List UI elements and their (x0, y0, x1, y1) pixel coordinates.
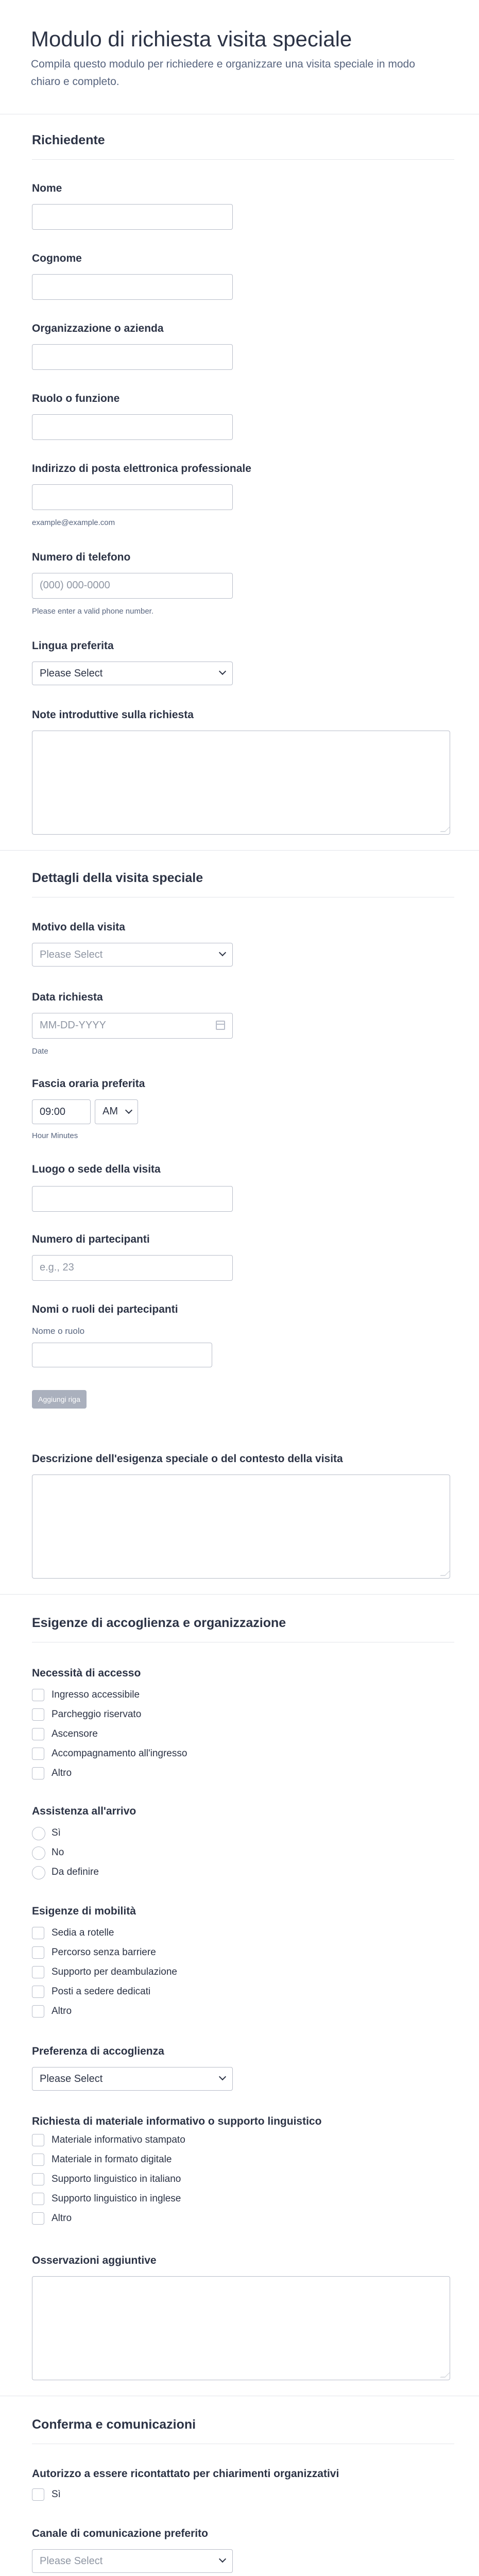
option-label: Altro (52, 2006, 72, 2016)
last-name-input[interactable] (32, 274, 233, 300)
phone-input[interactable] (32, 573, 233, 599)
visit-date-input[interactable] (32, 1013, 233, 1039)
form-title: Modulo di richiesta visita speciale (31, 27, 352, 51)
option-label: Altro (52, 1768, 72, 1778)
resize-grip-icon[interactable] (440, 1571, 450, 1576)
ampm-select[interactable] (95, 1099, 138, 1124)
section-divider (0, 1594, 479, 1595)
checkbox[interactable] (32, 2488, 44, 2501)
email-sublabel: example@example.com (32, 518, 115, 527)
organization-label: Organizzazione o azienda (32, 323, 164, 334)
welcome-pref-select[interactable] (32, 2067, 233, 2091)
option-label: Materiale in formato digitale (52, 2154, 172, 2165)
description-textarea[interactable] (32, 1475, 450, 1579)
time-value: 09:00 (40, 1106, 66, 1117)
add-row-button[interactable]: Aggiungi riga (32, 1390, 87, 1409)
option-label: Sì (52, 2489, 61, 2500)
checkbox[interactable] (32, 2005, 44, 2018)
extra-notes-label: Osservazioni aggiuntive (32, 2255, 157, 2266)
participants-names-label: Nomi o ruoli dei partecipanti (32, 1303, 178, 1315)
time-sublabel: Hour Minutes (32, 1131, 78, 1140)
checkbox[interactable] (32, 2212, 44, 2225)
option-label: Materiale informativo stampato (52, 2134, 185, 2145)
section-title-confirm: Conferma e comunicazioni (32, 2417, 454, 2444)
option-label: Supporto linguistico in inglese (52, 2193, 181, 2204)
resize-grip-icon[interactable] (440, 2372, 450, 2378)
email-input[interactable] (32, 484, 233, 510)
visit-reason-value: Please Select (40, 949, 103, 960)
email-label: Indirizzo di posta elettronica professionale (32, 463, 251, 474)
venue-label: Luogo o sede della visita (32, 1163, 161, 1175)
phone-placeholder: (000) 000-0000 (40, 580, 110, 591)
channel-label: Canale di comunicazione preferito (32, 2528, 208, 2539)
radio-button[interactable] (32, 1846, 45, 1860)
section-title-requester: Richiedente (32, 133, 454, 160)
role-input[interactable] (32, 414, 233, 440)
time-slot-label: Fascia oraria preferita (32, 1078, 145, 1090)
venue-input[interactable] (32, 1186, 233, 1212)
chevron-down-icon (219, 949, 226, 956)
language-select[interactable] (32, 662, 233, 685)
phone-label: Numero di telefono (32, 551, 131, 563)
channel-select[interactable] (32, 2549, 233, 2573)
chevron-down-icon (219, 668, 226, 675)
resize-grip-icon[interactable] (440, 827, 450, 832)
extra-notes-textarea[interactable] (32, 2276, 450, 2380)
participants-column-label: Nome o ruolo (32, 1326, 85, 1336)
first-name-label: Nome (32, 182, 62, 194)
language-label: Lingua preferita (32, 640, 114, 652)
time-input[interactable] (32, 1099, 91, 1124)
checkbox[interactable] (32, 1767, 44, 1780)
chevron-down-icon (219, 2073, 226, 2080)
option-label: Supporto per deambulazione (52, 1967, 178, 1977)
option-label: Accompagnamento all'ingresso (52, 1748, 187, 1759)
intro-notes-textarea[interactable] (32, 731, 450, 835)
arrival-assistance-label: Assistenza all'arrivo (32, 1805, 136, 1817)
participants-count-placeholder: e.g., 23 (40, 1262, 74, 1273)
first-name-input[interactable] (32, 204, 233, 230)
role-label: Ruolo o funzione (32, 393, 120, 404)
organization-input[interactable] (32, 344, 233, 370)
checkbox[interactable] (32, 1966, 44, 1978)
option-label: No (52, 1847, 64, 1858)
channel-value: Please Select (40, 2555, 103, 2567)
materials-label: Richiesta di materiale informativo o supporto linguistico (32, 2115, 322, 2127)
visit-date-label: Data richiesta (32, 991, 103, 1003)
mobility-needs-label: Esigenze di mobilità (32, 1905, 136, 1917)
description-label: Descrizione dell'esigenza speciale o del contesto della visita (32, 1453, 343, 1465)
phone-sublabel: Please enter a valid phone number. (32, 607, 153, 616)
checkbox[interactable] (32, 2134, 44, 2146)
recontact-label: Autorizzo a essere ricontattato per chiarimenti organizzativi (32, 2468, 339, 2480)
chevron-down-icon (125, 1107, 132, 1114)
checkbox[interactable] (32, 1728, 44, 1740)
option-label: Percorso senza barriere (52, 1947, 156, 1958)
participants-count-input[interactable] (32, 1255, 233, 1281)
access-needs-label: Necessità di accesso (32, 1667, 141, 1679)
language-value: Please Select (40, 668, 103, 679)
checkbox[interactable] (32, 2193, 44, 2205)
checkbox[interactable] (32, 1986, 44, 1998)
option-label: Parcheggio riservato (52, 1709, 142, 1720)
form-header (0, 0, 479, 114)
checkbox[interactable] (32, 1946, 44, 1959)
option-label: Ascensore (52, 1728, 98, 1739)
option-label: Da definire (52, 1867, 99, 1877)
option-label: Posti a sedere dedicati (52, 1986, 151, 1997)
section-title-visit: Dettagli della visita speciale (32, 871, 454, 897)
participants-count-label: Numero di partecipanti (32, 1233, 150, 1245)
visit-date-placeholder: MM-DD-YYYY (40, 1020, 106, 1031)
option-label: Altro (52, 2213, 72, 2224)
checkbox[interactable] (32, 1708, 44, 1721)
visit-date-sublabel: Date (32, 1047, 48, 1056)
radio-button[interactable] (32, 1827, 45, 1840)
option-label: Sì (52, 1827, 61, 1838)
intro-notes-label: Note introduttive sulla richiesta (32, 709, 194, 721)
welcome-pref-value: Please Select (40, 2073, 103, 2084)
visit-reason-label: Motivo della visita (32, 921, 125, 933)
option-label: Sedia a rotelle (52, 1927, 114, 1938)
option-label: Ingresso accessibile (52, 1689, 140, 1700)
checkbox[interactable] (32, 2154, 44, 2166)
welcome-pref-label: Preferenza di accoglienza (32, 2045, 164, 2057)
section-title-accommodation: Esigenze di accoglienza e organizzazione (32, 1616, 454, 1642)
checkbox[interactable] (32, 2173, 44, 2185)
form-subtitle: Compila questo modulo per richiedere e organizzare una visita speciale in modo chiaro e completo. (31, 58, 415, 88)
chevron-down-icon (219, 2555, 226, 2563)
radio-button[interactable] (32, 1866, 45, 1879)
participant-name-input[interactable] (32, 1343, 212, 1367)
last-name-label: Cognome (32, 252, 82, 264)
calendar-icon[interactable] (216, 1021, 225, 1030)
checkbox[interactable] (32, 1927, 44, 1939)
visit-reason-select[interactable] (32, 943, 233, 967)
ampm-value: AM (102, 1106, 118, 1117)
section-divider (0, 850, 479, 851)
option-label: Supporto linguistico in italiano (52, 2174, 181, 2184)
checkbox[interactable] (32, 1748, 44, 1760)
checkbox[interactable] (32, 1689, 44, 1701)
